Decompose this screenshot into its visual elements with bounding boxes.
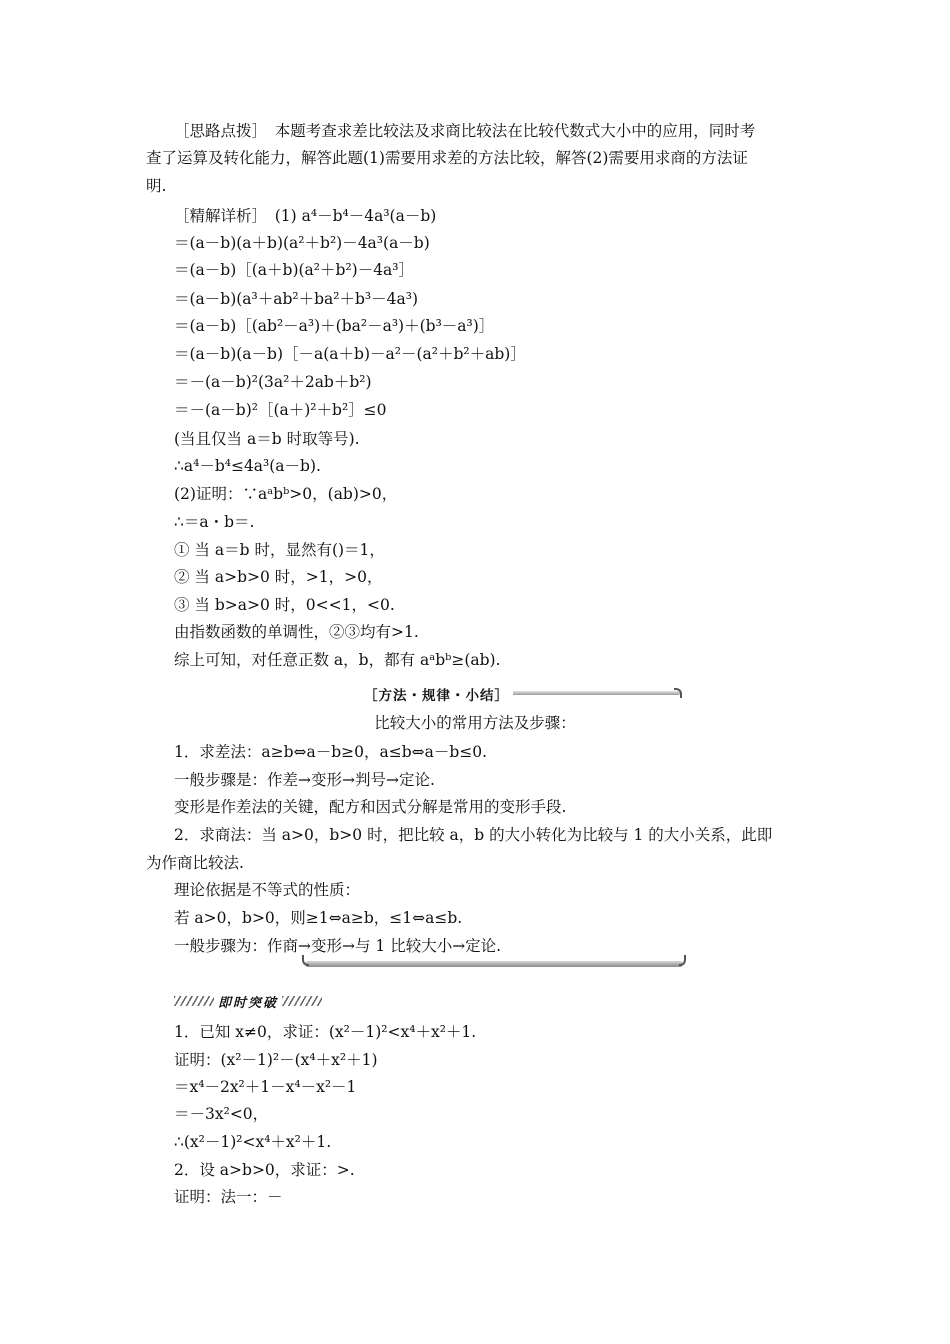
- text-line-m3: 变形是作差法的关键，配方和因式分解是常用的变形手段.: [174, 798, 567, 816]
- text-line-l19: 由指数函数的单调性，②③均有>1.: [174, 623, 419, 641]
- text-line-p6: 2．设 a>b>0，求证：>.: [174, 1161, 355, 1179]
- header-hook: [674, 688, 682, 698]
- text-line-m1: 1．求差法：a≥b⇔a－b≥0，a≤b⇔a－b≤0.: [174, 743, 488, 761]
- method-subtitle: 比较大小的常用方法及步骤：: [374, 714, 576, 732]
- text-line-l16: ① 当 a＝b 时，显然有()＝1，: [174, 541, 385, 559]
- text-line-m7: 若 a>0，b>0，则≥1⇔a≥b，≤1⇔a≤b.: [174, 909, 463, 927]
- method-section-footer-rule: [305, 961, 683, 967]
- text-line-l8: ＝(a－b)［(ab²－a³)＋(ba²－a³)＋(b³－a³)］: [174, 317, 495, 335]
- text-line-l5: ＝(a－b)(a＋b)(a²＋b²)－4a³(a－b): [174, 234, 430, 252]
- text-line-p7: 证明：法一：－: [174, 1188, 283, 1206]
- method-section-header: [300, 684, 680, 704]
- text-line-p5: ∴(x²－1)²<x⁴＋x²＋1.: [174, 1133, 332, 1151]
- hatch-decoration-right: [282, 996, 322, 1006]
- text-line-l20: 综上可知，对任意正数 a，b，都有 aᵃbᵇ≥(ab).: [174, 651, 501, 669]
- text-line-m8: 一般步骤为：作商→变形→与 1 比较大小→定论.: [174, 937, 502, 955]
- text-line-l6: ＝(a－b)［(a＋b)(a²＋b²)－4a³］: [174, 261, 415, 279]
- text-line-p2: 证明：(x²－1)²－(x⁴＋x²＋1): [174, 1051, 378, 1069]
- text-line-l1: ［思路点拨］ 本题考查求差比较法及求商比较法在比较代数式大小中的应用，同时考: [174, 122, 756, 140]
- text-line-l13: ∴a⁴－b⁴≤4a³(a－b).: [174, 457, 321, 475]
- practice-section-header: [174, 992, 324, 1010]
- text-line-m6: 理论依据是不等式的性质：: [174, 881, 361, 899]
- text-line-m2: 一般步骤是：作差→变形→判号→定论.: [174, 771, 435, 789]
- text-line-l3: 明.: [146, 177, 167, 195]
- text-line-l9: ＝(a－b)(a－b)［－a(a＋b)－a²－(a²＋b²＋ab)］: [174, 345, 526, 363]
- text-line-l2: 查了运算及转化能力，解答此题(1)需要用求差的方法比较，解答(2)需要用求商的方法证: [146, 149, 748, 167]
- text-line-l7: ＝(a－b)(a³＋ab²＋ba²＋b³－4a³): [174, 290, 419, 308]
- text-line-m4: 2．求商法：当 a>0，b>0 时，把比较 a，b 的大小转化为比较与 1 的大小关系，此即: [174, 826, 773, 844]
- text-line-l17: ② 当 a>b>0 时，>1，>0，: [174, 568, 383, 586]
- practice-section-title: 即时突破: [218, 996, 279, 1011]
- text-line-l4: ［精解详析］ (1) a⁴－b⁴－4a³(a－b): [174, 207, 437, 225]
- text-line-l18: ③ 当 b>a>0 时，0<<1，<0.: [174, 596, 395, 614]
- text-line-m5: 为作商比较法.: [146, 854, 244, 872]
- text-line-l10: ＝－(a－b)²(3a²＋2ab＋b²): [174, 373, 372, 391]
- text-line-p4: ＝－3x²<0，: [174, 1105, 269, 1123]
- text-line-l12: (当且仅当 a＝b 时取等号).: [174, 430, 360, 448]
- text-line-l11: ＝－(a－b)²［(a＋)²＋b²］≤0: [174, 401, 387, 419]
- text-line-p3: ＝x⁴－2x²＋1－x⁴－x²－1: [174, 1078, 357, 1096]
- hatch-decoration-left: [174, 996, 214, 1006]
- method-section-title: ［方法・规律・小结］: [360, 684, 513, 704]
- text-line-l14: (2)证明：∵aᵃbᵇ>0，(ab)>0，: [174, 485, 398, 503]
- text-line-l15: ∴＝a・b＝.: [174, 513, 255, 531]
- text-line-p1: 1．已知 x≠0，求证：(x²－1)²<x⁴＋x²＋1.: [174, 1023, 477, 1041]
